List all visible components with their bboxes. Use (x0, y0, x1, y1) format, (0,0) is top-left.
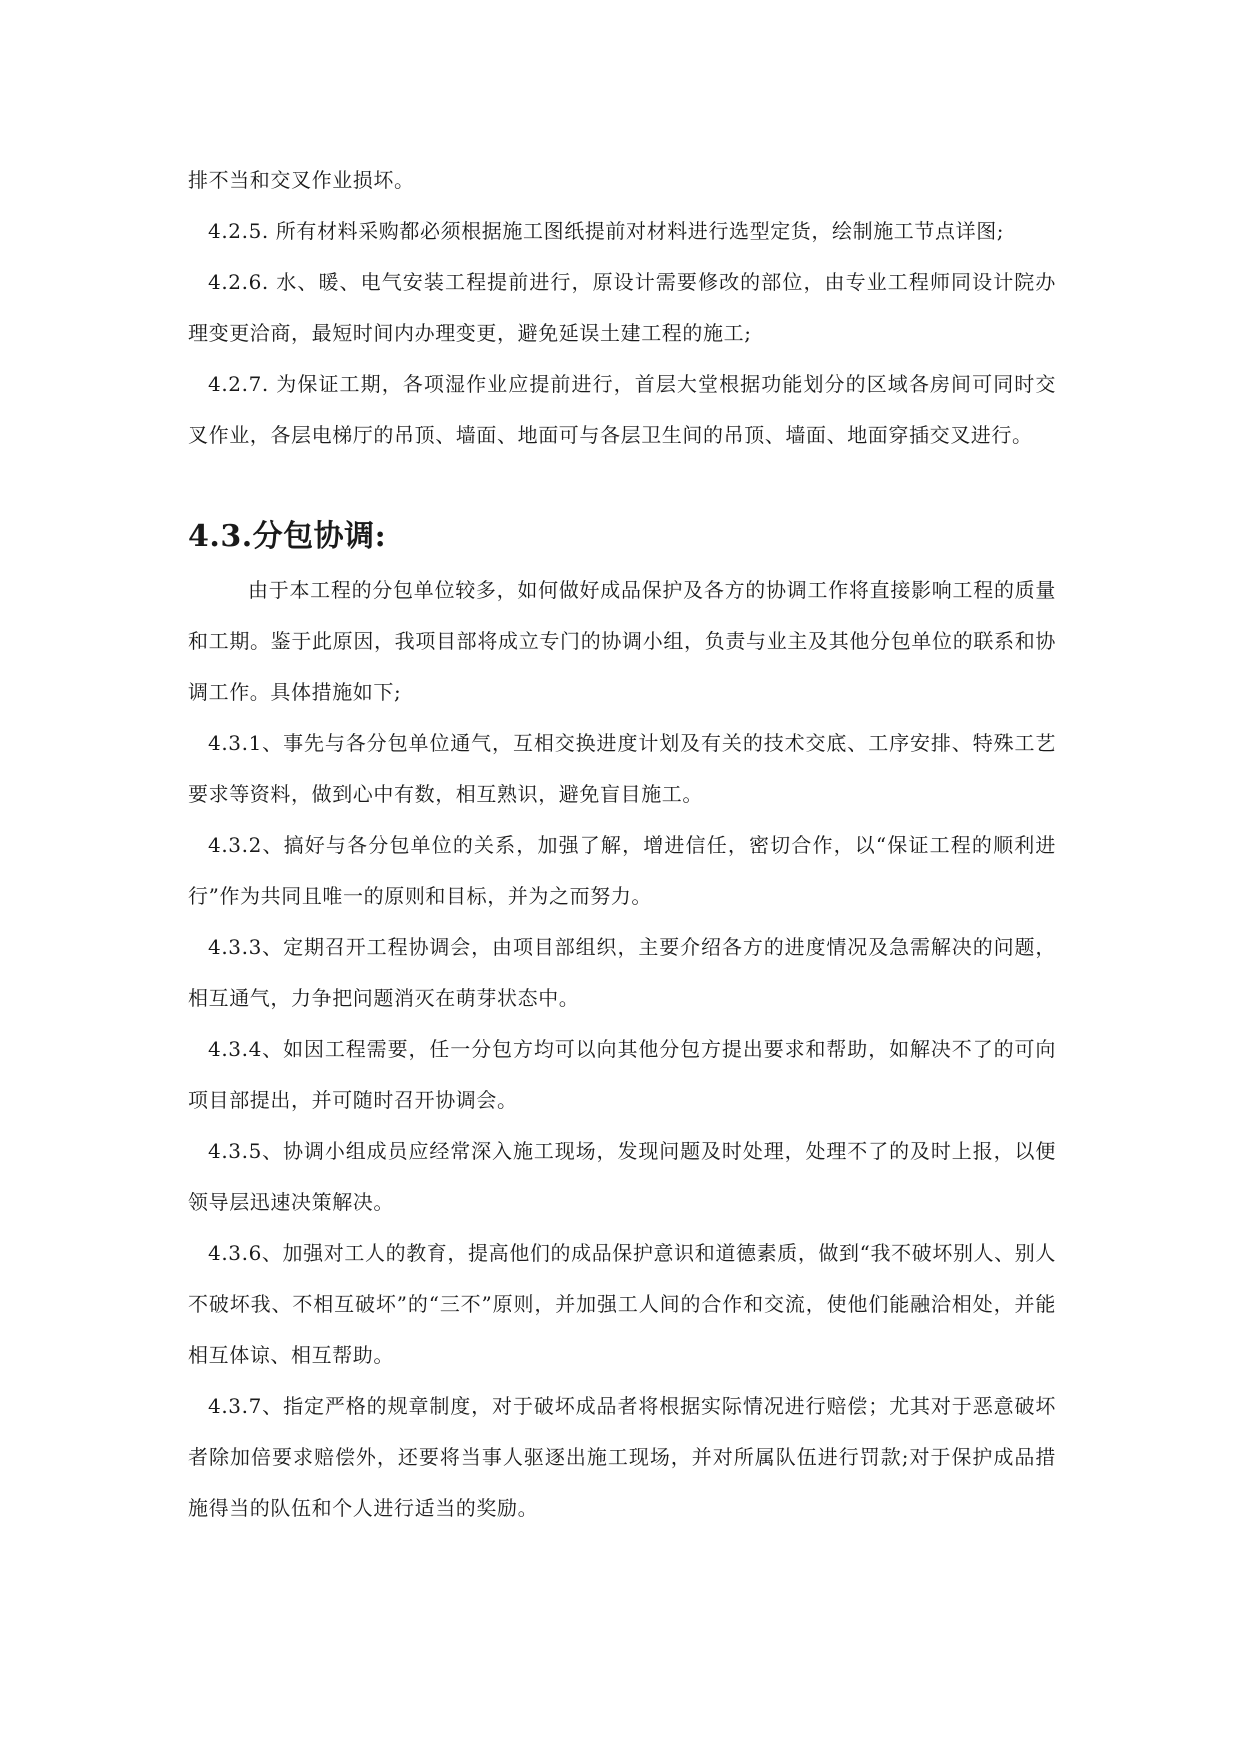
list-item-4-3-5: 4.3.5、协调小组成员应经常深入施工现场，发现问题及时处理，处理不了的及时上报，以便领导层迅速决策解决。 (188, 1139, 1056, 1214)
paragraph-4-2-5: 4.2.5. 所有材料采购都必须根据施工图纸提前对材料进行选型定货，绘制施工节点详图; (208, 219, 1005, 243)
paragraph-4-2-6: 4.2.6. 水、暖、电气安装工程提前进行，原设计需要修改的部位，由专业工程师同设计院办理变更洽商，最短时间内办理变更，避免延误土建工程的施工; (188, 270, 1056, 345)
list-item-4-3-1: 4.3.1、事先与各分包单位通气，互相交换进度计划及有关的技术交底、工序安排、特殊工艺要求等资料，做到心中有数，相互熟识，避免盲目施工。 (188, 731, 1056, 806)
list-item-4-3-3: 4.3.3、定期召开工程协调会，由项目部组织，主要介绍各方的进度情况及急需解决的问题，相互通气，力争把问题消灭在萌芽状态中。 (188, 935, 1056, 1010)
spacer (188, 557, 1056, 565)
section-intro-paragraph: 由于本工程的分包单位较多，如何做好成品保护及各方的协调工作将直接影响工程的质量和工期。鉴于此原因，我项目部将成立专门的协调小组，负责与业主及其他分包单位的联系和协调工作。具体措施如下; (188, 578, 1056, 704)
list-item-4-3-2: 4.3.2、搞好与各分包单位的关系，加强了解，增进信任，密切合作，以“保证工程的顺利进行”作为共同且唯一的原则和目标，并为之而努力。 (188, 833, 1056, 908)
list-item-4-3-6: 4.3.6、加强对工人的教育，提高他们的成品保护意识和道德素质，做到“我不破坏别人、别人不破坏我、不相互破坏”的“三不”原则，并加强工人间的合作和交流，使他们能融洽相处，并能相互体谅、相互帮助。 (188, 1241, 1056, 1367)
list-item-4-3-7: 4.3.7、指定严格的规章制度，对于破坏成品者将根据实际情况进行赔偿；尤其对于恶意破坏者除加倍要求赔偿外，还要将当事人驱逐出施工现场，并对所属队伍进行罚款;对于保护成品措施得当的队伍和个人进行适当的奖励。 (188, 1394, 1056, 1520)
list-item-4-3-4: 4.3.4、如因工程需要，任一分包方均可以向其他分包方提出要求和帮助，如解决不了的可向项目部提出，并可随时召开协调会。 (188, 1037, 1056, 1112)
paragraph-4-2-7: 4.2.7. 为保证工期，各项湿作业应提前进行，首层大堂根据功能划分的区域各房间可同时交叉作业，各层电梯厅的吊顶、墙面、地面可与各层卫生间的吊顶、墙面、地面穿插交叉进行。 (188, 372, 1056, 447)
paragraph-continuation: 排不当和交叉作业损坏。 (188, 168, 415, 192)
section-heading-4-3: 4.3.分包协调: (188, 519, 387, 554)
page-content (188, 155, 1056, 1534)
spacer (188, 461, 1056, 517)
